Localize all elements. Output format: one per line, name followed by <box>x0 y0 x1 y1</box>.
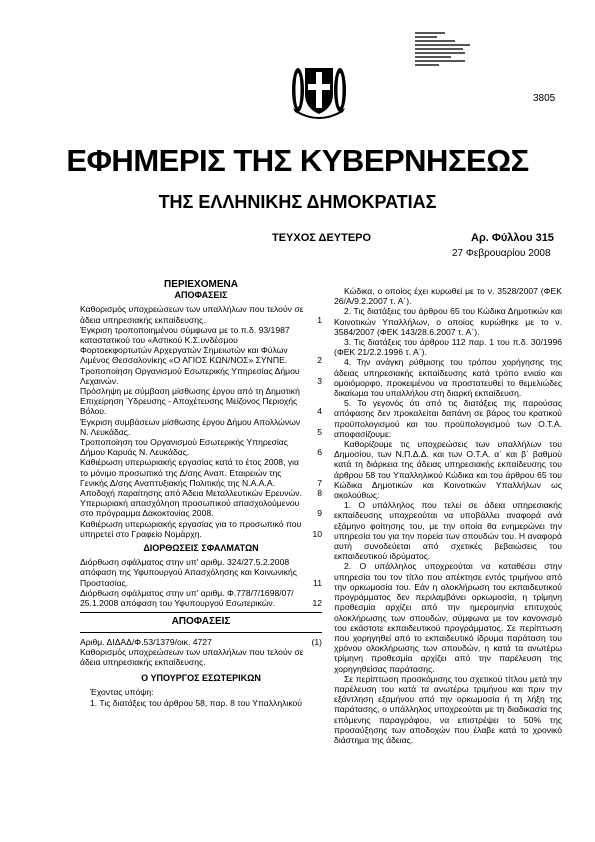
issue-label: ΤΕΥΧΟΣ ΔΕΥΤΕΡΟ <box>272 232 372 244</box>
toc-corrections-list <box>80 557 322 608</box>
toc-entry <box>80 488 322 498</box>
minister-heading: Ο ΥΠΟΥΡΓΟΣ ΕΣΩΤΕΡΙΚΩΝ <box>141 673 261 684</box>
toc-entry-text: Διόρθωση σφάλματος στην υπ' αριθμ. Φ.778/7/1698/07/ 25.1.2008 απόφαση του Υφυπουργού Εσωτερικών. <box>80 587 294 609</box>
toc-entry-text: Υπερωριακή απασχόληση προσωπικού απασχολούμενου στο πρόγραμμα Δακοκτονίας 2008. <box>80 498 300 519</box>
toc-entry <box>80 325 322 366</box>
body-paragraph: Σε περίπτωση προσκόμισης του σχετικού τίτλου μετά την παρέλευση του κατά τα ανωτέρω τριμήνου και πριν την εξάντληση εξαμήνου από την ορκωμοσία ή τη λήξη της παράτασης, ο υπάλληλος υποχρεούται με τη διαδικασία της επόμενης παραγράφου, να επιστρέψει το 50% της προσαύξησης των αποδοχών που έλαβε κατά το χρονικό διάστημα της άδειας. <box>334 673 562 745</box>
toc-entry-text: Έγκριση τροποποιημένου σύμφωνα με το π.δ. 93/1987 καταστατικού του «Αστικού Κ.Σ.υνδέσμου Φορτοεκφορτωτών Αρχεργατών Σημειωτών και Φύλων Λιμένος Θεσσαλονίκης «Ο ΑΓΙΟΣ ΚΩΝ/ΝΟΣ» ΣΥΝΠΕ. <box>80 324 290 366</box>
toc-entry <box>80 386 322 417</box>
publisher-info-block <box>415 30 475 82</box>
considering-item-1: 1. Τις διατάξεις του άρθρου 58, παρ. 8 του Υπαλληλικού <box>90 697 303 708</box>
body-paragraph: 2. Τις διατάξεις του άρθρου 65 του Κώδικα Δημοτικών και Κοινοτικών Υπαλλήλων, ο οποίος κυρώθηκε με το ν. 3584/2007 (ΦΕΚ 143/28.6.2007 τ. Α΄). <box>334 306 562 337</box>
toc-entry-page: 9 <box>317 508 322 519</box>
toc-entry-page: 6 <box>317 447 322 458</box>
divider <box>80 612 322 613</box>
toc-entry-page: 7 <box>317 477 322 488</box>
decisions-heading: ΑΠΟΦΑΣΕΙΣ <box>171 616 231 628</box>
toc-entry-page: 4 <box>317 406 322 417</box>
toc-entry-page: 2 <box>317 355 322 366</box>
body-paragraph: 5. Το γεγονός ότι από τις διατάξεις της παρούσας απόφασης δεν προκαλείται δαπάνη σε βάρος του κρατικού προϋπολογισμού και του προϋπολογισμού των Ο.Τ.Α. αποφασίζουμε: <box>334 398 562 439</box>
toc-entry-text: Αποδοχή παραίτησης από Άδεια Μεταλλευτικών Ερευνών. <box>80 488 302 499</box>
body-paragraph: 2. Ο υπάλληλος υποχρεούται να καταθέσει στην υπηρεσία του τον τίτλο που απέκτησε εντός τριμήνου από την ορκωμοσία του. Εάν η ολοκλήρωση του εκπαιδευτικού προγράμματος δεν περιλαμβάνει ορκωμοσία, η τρίμηνη προθεσμία αρχίζει από την ημερομηνία επιτυχούς ολοκλήρωσης των σπουδών, σύμφωνα με τον κανονισμό του εκάστοτε εκπαιδευτικού προγράμματος. Σε περίπτωση που χορηγηθεί από το εκπαιδευτικό ίδρυμα παράταση του χρόνου ολοκλήρωσης των σπουδών, η κατά τα ανωτέρω τρίμηνη προθεσμία αρχίζει από την παρέλευση της χορηγηθείσας παράτασης. <box>334 561 562 674</box>
greek-coat-of-arms-emblem <box>289 60 349 122</box>
toc-entry-page: 10 <box>312 528 322 539</box>
toc-entry-text: Έγκριση συμβάσεων μίσθωσης έργου Δήμου Απολλώνων Ν. Λευκάδας. <box>80 416 301 437</box>
body-paragraph: 1. Ο υπάλληλος που τελεί σε άδεια υπηρεσιακής εκπαίδευσης υποχρεούται να υποβάλλει αναφορά ανά εξάμηνο φοίτησης του, με την οποία θα ενημερώνει την υπηρεσία του για την πορεία των σπουδών του. Η αναφορά αυτή συνοδεύεται από σχετικές βεβαιώσεις του εκπαιδευτικού ιδρύματος. <box>334 500 562 562</box>
gazette-title: ΕΦΗΜΕΡΙΣ ΤΗΣ ΚΥΒΕΡΝΗΣΕΩΣ <box>66 143 529 178</box>
toc-entry <box>80 519 322 539</box>
toc-entry-text: Καθορισμός υποχρεώσεων των υπαλλήλων που τελούν σε άδεια υπηρεσιακής εκπαίδευσης. <box>80 304 304 325</box>
toc-entry <box>80 557 322 588</box>
toc-entry-text: Τροποποίηση του Οργανισμού Εσωτερικής Υπηρεσίας Δήμου Καρυάς Ν. Λευκάδας. <box>80 437 288 458</box>
toc-entry-page: 11 <box>313 577 322 588</box>
divider <box>80 632 322 633</box>
toc-decisions-list <box>80 304 322 539</box>
issue-date: 27 Φεβρουαρίου 2008 <box>452 248 551 259</box>
toc-corrections-heading: ΔΙΟΡΘΩΣΕΙΣ ΣΦΑΛΜΑΤΩΝ <box>143 543 259 554</box>
toc-entry-page: 8 <box>317 488 322 499</box>
gazette-subtitle: ΤΗΣ ΕΛΛΗΝΙΚΗΣ ΔΗΜΟΚΡΑΤΙΑΣ <box>158 192 437 212</box>
toc-entry-text: Πρόσληψη με σύμβαση μίσθωσης έργου από τη Δημοτική Επιχείρηση Ύδρευσης - Αποχέτευσης Μείζονος Περιοχής Βόλου. <box>80 386 300 417</box>
body-paragraph: 4. Την ανάγκη ρύθμισης του τρόπου χορήγησης της άδειας υπηρεσιακής εκπαίδευσης κατά τρόπο ενιαίο και ομοιόμορφο, προκειμένου να προστατευθεί το θεμελιώδες δικαίωμα του υπαλλήλου στη διαρκή εκπαίδευση. <box>334 357 562 399</box>
toc-heading: ΠΕΡΙΕΧΟΜΕΝΑ <box>164 279 238 290</box>
body-paragraph: Κώδικα, ο οποίος έχει κυρωθεί με το ν. 3528/2007 (ΦΕΚ 26/Α/9.2.2007 τ. Α΄). <box>334 286 562 307</box>
sheet-number: Αρ. Φύλλου 315 <box>471 232 554 244</box>
toc-entry-page: 12 <box>312 598 322 609</box>
toc-entry-page: 3 <box>317 375 322 386</box>
decision-ref-index: (1) <box>311 636 322 647</box>
toc-entry <box>80 498 322 518</box>
toc-entry-text: Καθιέρωση υπερωριακής εργασίας για το προσωπικό που υπηρετεί στο Γραφείο Νομάρχη. <box>80 518 302 539</box>
toc-entry-text: Διόρθωση σφάλματος στην υπ' αριθμ. 324/27.5.2.2008 απόφαση της Υφυπουργού Απασχόλησης και Κοινωνικής Προστασίας. <box>80 557 297 588</box>
toc-entry-page: 1 <box>317 314 322 325</box>
decision-reference <box>80 637 322 647</box>
considering-label: Έχοντας υπόψη: <box>90 687 154 698</box>
left-column <box>80 280 322 708</box>
decision-ref-number: Αριθμ. ΔΙΔΑΔ/Φ.53/1379/οικ. 4727 <box>80 636 212 647</box>
toc-entry-text: Τροποποίηση Οργανισμού Εσωτερικής Υπηρεσίας Δήμου Λεχαινών. <box>80 365 300 386</box>
toc-entry <box>80 437 322 457</box>
toc-entry <box>80 417 322 437</box>
toc-decisions-heading: ΑΠΟΦΑΣΕΙΣ <box>174 290 228 301</box>
right-column <box>334 286 562 745</box>
toc-entry <box>80 457 322 488</box>
body-paragraph: Καθορίζουμε τις υποχρεώσεις των υπαλλήλων του Δημοσίου, των Ν.Π.Δ.Δ. και των Ο.Τ.Α. α΄ και β΄ βαθμού κατά τη διάρκεια της άδειας υπηρεσιακής εκπαίδευσης του άρθρου 58 του Υπαλληλικού Κώδικα και του άρθρου 65 του Κώδικα Δημοτικών και Κοινοτικών Υπαλλήλων ως ακολούθως: <box>334 439 562 501</box>
toc-entry <box>80 366 322 386</box>
page-number: 3805 <box>533 93 556 104</box>
toc-entry-text: Καθιέρωση υπερωριακής εργασίας κατά το έτος 2008, για το μόνιμο προσωπικό της Δ/σης Αναπ. Εταιρειών της Γενικής Δ/σης Αναπτυξιακής Πολιτικής της Ν.Α.Α.Α. <box>80 457 300 488</box>
toc-entry <box>80 304 322 324</box>
toc-entry-page: 5 <box>317 426 322 437</box>
toc-entry <box>80 588 322 608</box>
decision-subject: Καθορισμός υποχρεώσεων των υπαλλήλων που τελούν σε άδεια υπηρεσιακής εκπαίδευσης. <box>80 646 304 667</box>
body-paragraph: 3. Τις διατάξεις του άρθρου 112 παρ. 1 του π.δ. 30/1996 (ΦΕΚ 21/2.2.1996 τ. Α΄). <box>334 337 562 358</box>
